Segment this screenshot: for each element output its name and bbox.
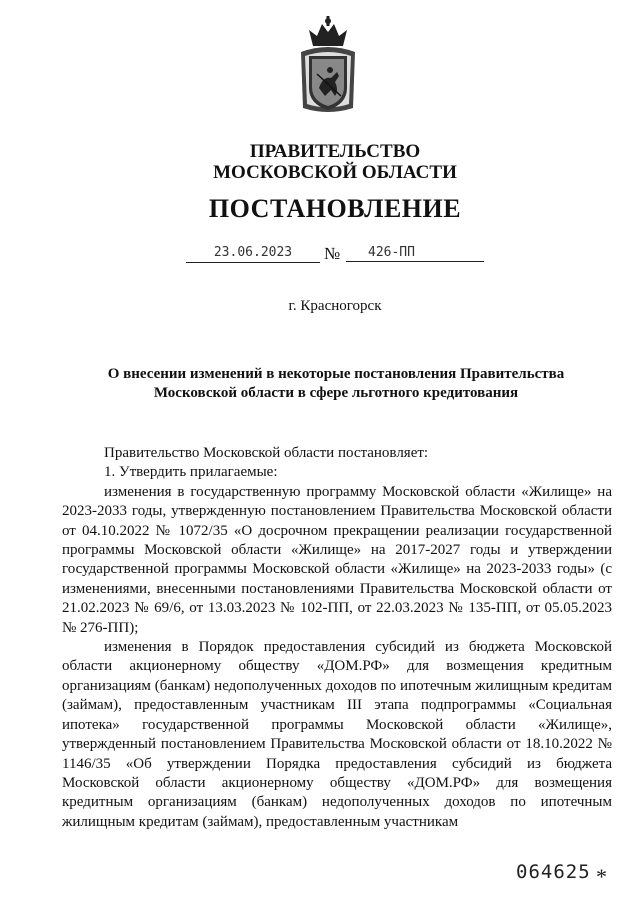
decree-number: 426-ПП: [346, 245, 484, 262]
paragraph-resolve: Правительство Московской области постановляет:: [104, 445, 429, 461]
decree-date: 23.06.2023: [186, 245, 320, 263]
paragraph-housing-program: изменения в государственную программу Московской области «Жилище» на 2023-2033 годы, утвержденную постановлением Правительства Московской области от 04.10.2022 № 1072/35 «О досрочном прекращении реализации государственной программы Московской области «Жилище» на 2017-2027 годы и утверждении государственной программы Московской области «Жилище» на 2023-2033 годы» (с изменениями, внесенными постановлениями Правительства Московской области от 21.02.2023 № 69/6, от 13.03.2023 № 102-ПП, от 22.03.2023 № 135-ПП, от 05.05.2023 № 276-ПП);: [62, 483, 612, 636]
date-number-row: [0, 245, 640, 267]
city-line: г. Красногорск: [288, 298, 382, 314]
asterisk-mark: *: [596, 864, 607, 889]
document-body: [62, 444, 612, 832]
coat-of-arms-icon: [295, 16, 361, 116]
government-line-1: ПРАВИТЕЛЬСТВО: [249, 141, 421, 162]
paragraph-subsidy-order: изменения в Порядок предоставления субсидий из бюджета Московской области акционерному обществу «ДОМ.РФ» для возмещения кредитным организациям (банкам) недополученных доходов по ипотечным жилищным кредитам (займам), предоставленным участникам III этапа подпрограммы «Социальная ипотека» государственной программы Московской области «Жилище», утвержденный постановлением Правительства Московской области от 18.10.2022 № 1146/35 «Об утверждении Порядка предоставления субсидий из бюджета Московской области акционерному обществу «ДОМ.РФ» для возмещения кредитным организациям (банкам) недополученных доходов по ипотечным жилищным кредитам (займам), предоставленным участникам: [62, 639, 612, 830]
serial-number: 064625: [516, 861, 591, 883]
paragraph-approve: 1. Утвердить прилагаемые:: [104, 464, 278, 481]
number-sign: №: [324, 244, 341, 263]
government-name: [0, 141, 640, 183]
doc-type-title: ПОСТАНОВЛЕНИЕ: [208, 194, 462, 223]
document-subject: О внесении изменений в некоторые постановления Правительства Московской области в сфере льготного кредитования: [107, 366, 565, 401]
government-line-2: МОСКОВСКОЙ ОБЛАСТИ: [213, 162, 457, 183]
